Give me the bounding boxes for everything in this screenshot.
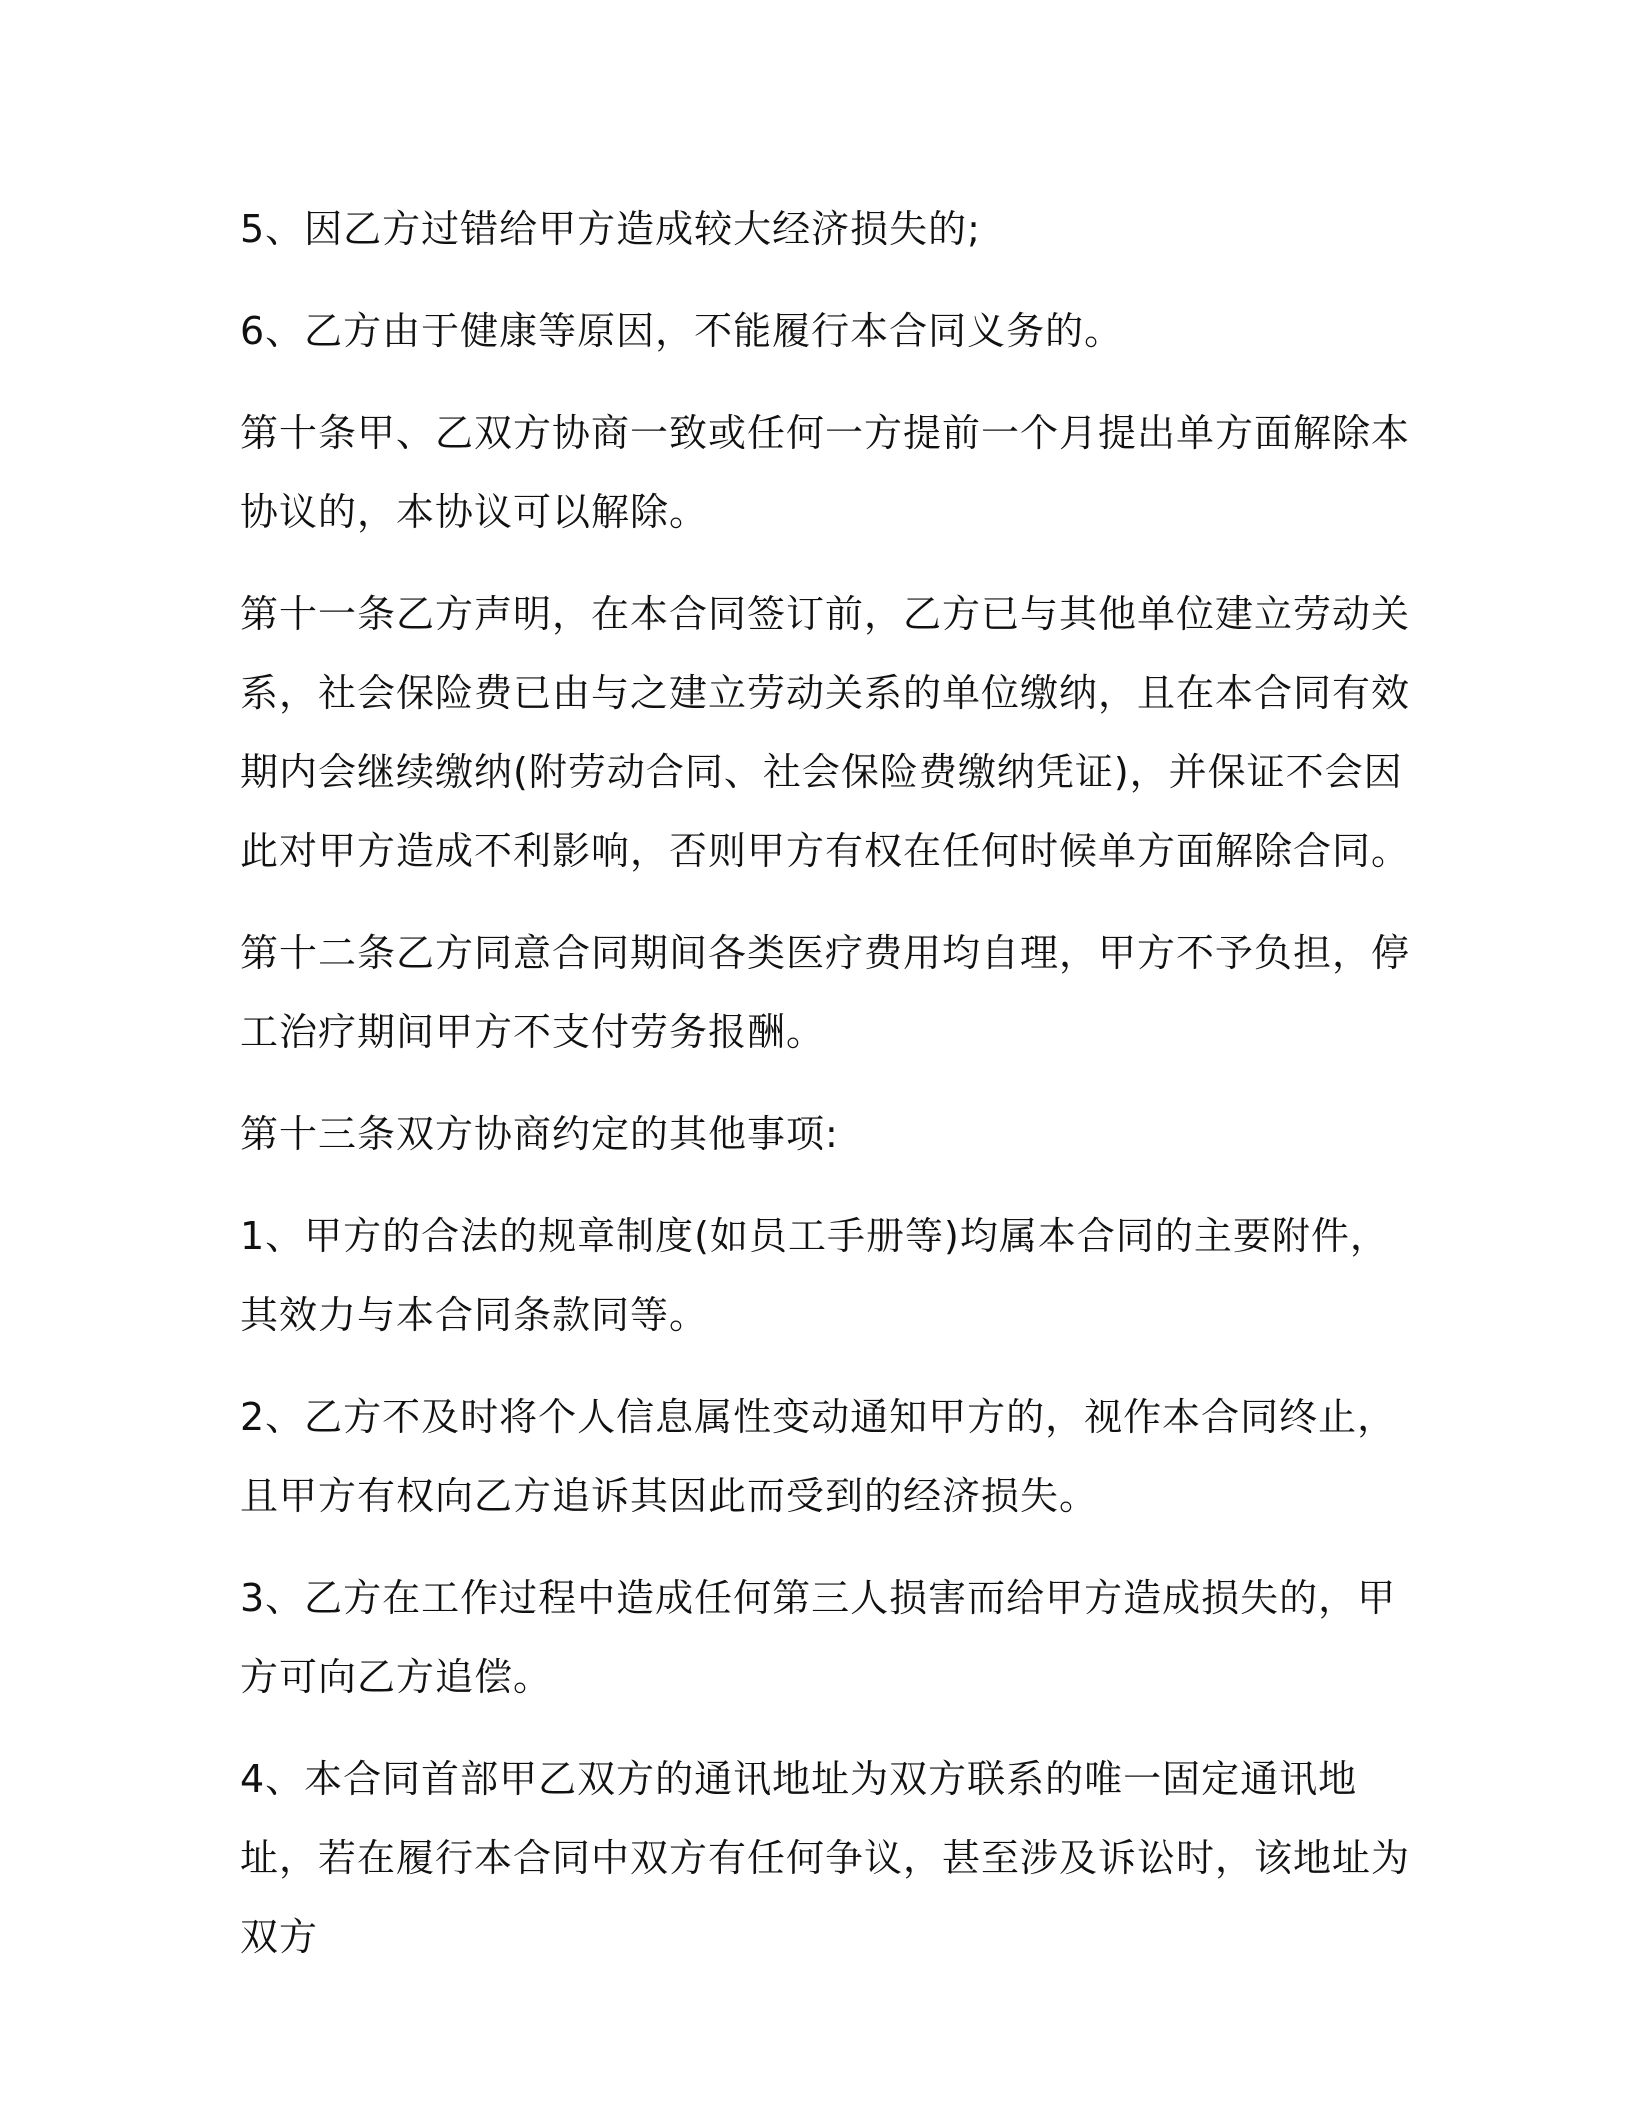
other-item-4: 4、本合同首部甲乙双方的通讯地址为双方联系的唯一固定通讯地址，若在履行本合同中双方有任何争议，甚至涉及诉讼时，该地址为双方 bbox=[240, 1757, 1411, 1959]
clause-item-6: 6、乙方由于健康等原因，不能履行本合同义务的。 bbox=[240, 309, 1124, 353]
article-10: 第十条甲、乙双方协商一致或任何一方提前一个月提出单方面解除本协议的，本协议可以解除。 bbox=[240, 411, 1411, 534]
article-11: 第十一条乙方声明，在本合同签订前，乙方已与其他单位建立劳动关系，社会保险费已由与之建立劳动关系的单位缴纳，且在本合同有效期内会继续缴纳(附劳动合同、社会保险费缴纳凭证)，并保证不会因此对甲方造成不利影响，否则甲方有权在任何时候单方面解除合同。 bbox=[240, 592, 1411, 873]
other-item-3: 3、乙方在工作过程中造成任何第三人损害而给甲方造成损失的，甲方可向乙方追偿。 bbox=[240, 1576, 1397, 1699]
document-body bbox=[240, 190, 1420, 2000]
other-item-1: 1、甲方的合法的规章制度(如员工手册等)均属本合同的主要附件，其效力与本合同条款同等。 bbox=[240, 1214, 1389, 1337]
article-13-heading: 第十三条双方协商约定的其他事项: bbox=[240, 1112, 839, 1156]
clause-item-5: 5、因乙方过错给甲方造成较大经济损失的; bbox=[240, 207, 981, 251]
other-item-2: 2、乙方不及时将个人信息属性变动通知甲方的，视作本合同终止，且甲方有权向乙方追诉其因此而受到的经济损失。 bbox=[240, 1395, 1397, 1518]
article-12: 第十二条乙方同意合同期间各类医疗费用均自理，甲方不予负担，停工治疗期间甲方不支付劳务报酬。 bbox=[240, 931, 1411, 1054]
